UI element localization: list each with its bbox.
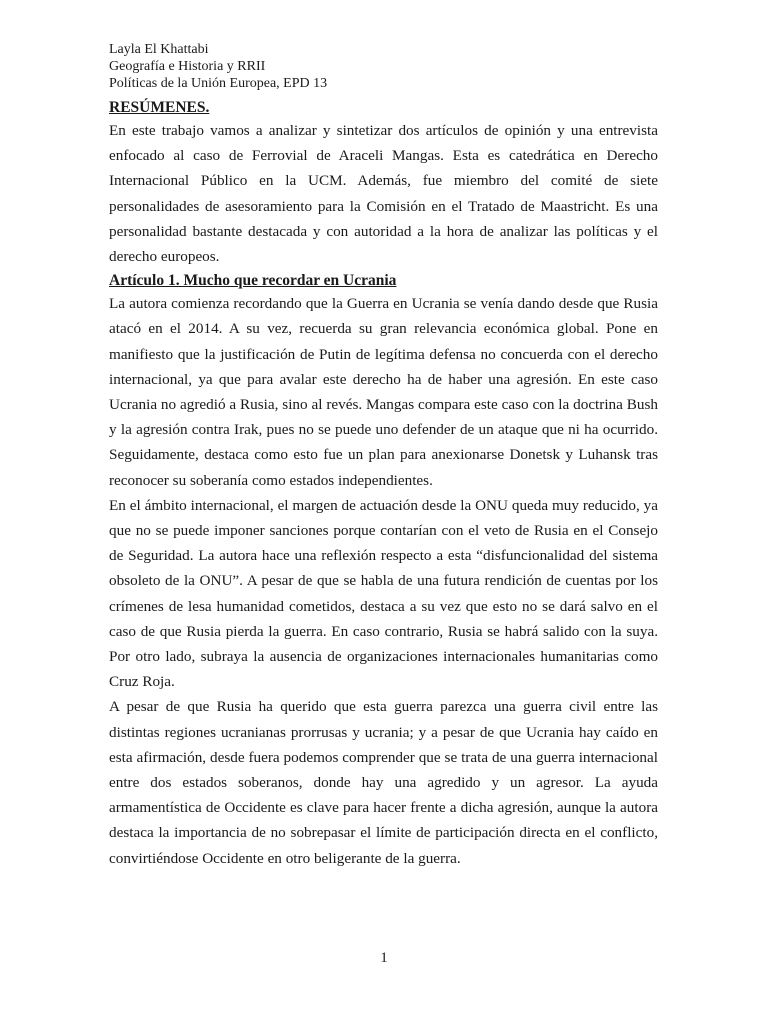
author-name: Layla El Khattabi (109, 42, 209, 57)
article-1-paragraph-3: A pesar de que Rusia ha querido que esta guerra parezca una guerra civil entre las distintas regiones ucranianas prorrusas y ucrania; y a pesar de que Ucrania hay caído en esta afirmación, desde fuera podemos comprender que se trata de una guerra internacional entre dos estados soberanos, donde hay una agredido y un agresor. La ayuda armamentística de Occidente es clave para hacer frente a dicha agresión, aunque la autora destaca la importancia de no sobrepasar el límite de participación directa en el conflicto, convirtiéndose Occidente en otro beligerante de la guerra. (109, 698, 658, 867)
resumenes-heading: RESÚMENES. (109, 99, 210, 116)
article-1-paragraph-2: En el ámbito internacional, el margen de actuación desde la ONU queda muy reducido, ya que no se puede imponer sanciones porque contarían con el veto de Rusia en el Consejo de Seguridad. La autora hace una reflexión respecto a esta “disfuncionalidad del sistema obsoleto de la ONU”. A pesar de que se habla de una futura rendición de cuentas por los crímenes de lesa humanidad cometidos, destaca a su vez que esto no se dará salvo en el caso de que Rusia pierda la guerra. En caso contrario, Rusia se habrá salido con la suya. Por otro lado, subraya la ausencia de organizaciones internacionales humanitarias como Cruz Roja. (109, 496, 658, 691)
course-line: Políticas de la Unión Europea, EPD 13 (109, 76, 328, 91)
intro-paragraph: En este trabajo vamos a analizar y sintetizar dos artículos de opinión y una entrevista enfocado al caso de Ferrovial de Araceli Mangas. Esta es catedrática en Derecho Internacional Público en la UCM. Además, fue miembro del comité de siete personalidades de asesoramiento para la Comisión en el Tratado de Maastricht. Es una personalidad bastante destacada y con autoridad a la hora de analizar las políticas y el derecho europeos. (109, 122, 658, 266)
article-1-heading: Artículo 1. Mucho que recordar en Ucrania (109, 272, 397, 290)
document-page (109, 41, 658, 871)
article-1-paragraph-1: La autora comienza recordando que la Guerra en Ucrania se venía dando desde que Rusia atacó en el 2014. A su vez, recuerda su gran relevancia económica global. Pone en manifiesto que la justificación de Putin de legítima defensa no concuerda con el derecho internacional, ya que para avalar este derecho ha de haber una agresión. En este caso Ucrania no agredió a Rusia, sino al revés. Mangas compara este caso con la doctrina Bush y la agresión contra Irak, pues no se puede uno defender de un ataque que ni ha ocurrido. Seguidamente, destaca como esto fue un plan para anexionarse Donetsk y Luhansk tras reconocer su soberanía como estados independientes. (109, 295, 658, 489)
page-number: 1 (380, 950, 388, 966)
degree-line: Geografía e Historia y RRII (109, 59, 266, 74)
